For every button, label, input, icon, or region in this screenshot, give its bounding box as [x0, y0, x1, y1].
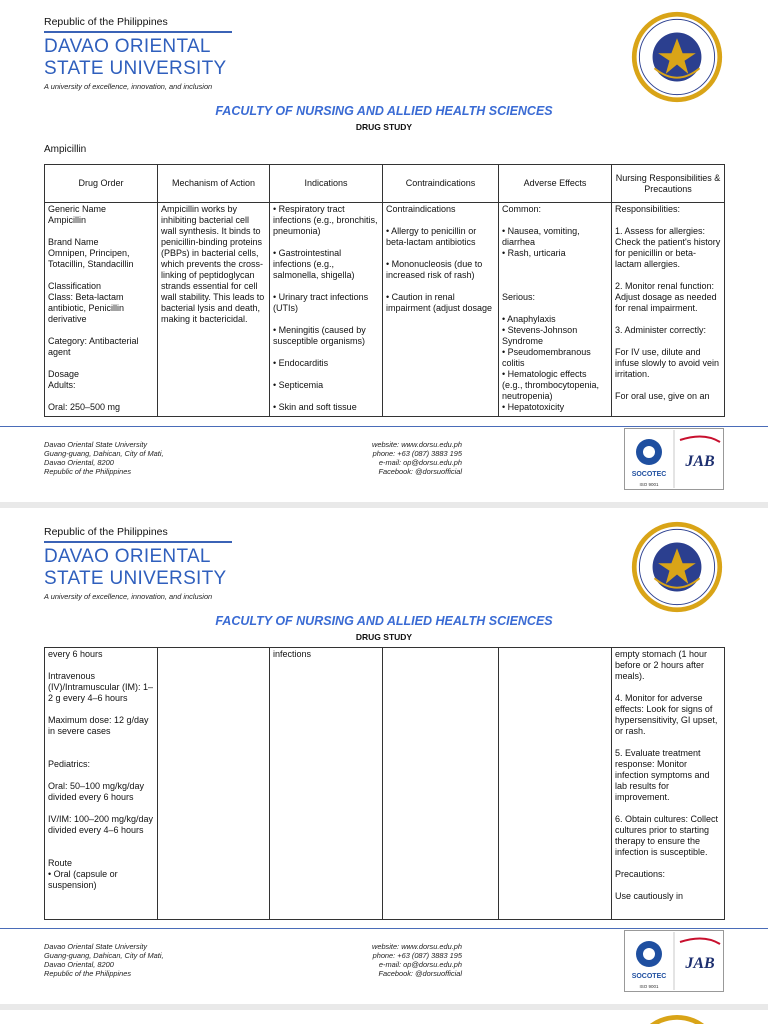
email-label: e-mail:	[378, 960, 402, 969]
footer-address	[44, 440, 164, 476]
email-line	[300, 458, 462, 467]
address-line: Davao Oriental State University	[44, 440, 148, 449]
column-header: Drug Order	[45, 165, 158, 203]
cert-jab: JAB	[685, 955, 715, 972]
footer-contacts	[300, 440, 462, 476]
footer-contacts	[300, 942, 462, 978]
address-line: Republic of the Philippines	[44, 467, 132, 476]
table-cell	[158, 648, 270, 920]
adverse-effects-text	[502, 649, 608, 918]
republic-label: Republic of the Philippines	[44, 526, 168, 538]
university-name-line1: DAVAO ORIENTAL	[44, 546, 211, 567]
page-separator	[0, 502, 768, 508]
university-name-line1: DAVAO ORIENTAL	[44, 36, 211, 57]
drug-study-table	[44, 164, 725, 417]
column-header: Contraindications	[383, 165, 499, 203]
table-cell	[499, 203, 612, 417]
column-header: Adverse Effects	[499, 165, 612, 203]
facebook-link[interactable]: @dorsuofficial	[415, 467, 462, 476]
address-line: Guang-guang, Dahican, City of Mati,	[44, 951, 164, 960]
adverse-effects-text: Common: • Nausea, vomiting, diarrhea • Rash, urticaria Serious: • Anaphylaxis • Stevens-Johnson Syndrome • Pseudomembranous colitis • Hematologic effects (e.g., thrombocytopenia, neutropenia) • Hepatotoxicity	[502, 204, 600, 412]
table-cell	[499, 648, 612, 920]
table-cell	[45, 648, 158, 920]
contraindications-text: Contraindications • Allergy to penicillin or beta-lactam antibiotics • Mononucleosis (due to increased risk of rash) • Caution in renal impairment (adjust dosage	[386, 204, 493, 313]
tagline: A university of excellence, innovation, and inclusion	[44, 82, 213, 91]
table-cell	[612, 648, 725, 920]
certification-logo-icon	[624, 930, 724, 992]
cert-jab: JAB	[685, 453, 715, 470]
website-line	[300, 942, 462, 951]
website-link[interactable]: www.dorsu.edu.ph	[401, 942, 462, 951]
nursing-text: Responsibilities: 1. Assess for allergies: Check the patient's history for penicillin or beta-lactam allergies. 2. Monitor renal function: Adjust dosage as needed for renal impairment. 3. Administer correctly: For IV use, dilute and infuse slowly to avoid vein irritation. For oral use, give on an	[615, 204, 721, 401]
facebook-link[interactable]: @dorsuofficial	[415, 969, 462, 978]
university-seal-icon	[630, 520, 724, 614]
table-cell	[45, 203, 158, 417]
certification-logo-icon	[624, 428, 724, 490]
facebook-line	[300, 467, 462, 476]
nursing-text: empty stomach (1 hour before or 2 hours after meals). 4. Monitor for adverse effects: Look for signs of hypersensitivity, GI upset, or rash. 5. Evaluate treatment response: Monitor infection symptoms and lab results for improvement. 6. Obtain cultures: Collect cultures prior to starting therapy to ensure the infection is susceptible. Precautions: Use cautiously in	[615, 649, 719, 901]
footer-rule	[0, 426, 768, 427]
table-cell	[270, 203, 383, 417]
document-title: DRUG STUDY	[355, 122, 413, 132]
facebook-label: Facebook:	[378, 467, 413, 476]
table-cell	[270, 648, 383, 920]
column-header: Indications	[270, 165, 383, 203]
phone-value: +63 (087) 3883 195	[397, 951, 462, 960]
table-cell	[383, 648, 499, 920]
website-line	[300, 440, 462, 449]
page-separator	[0, 1004, 768, 1010]
email-link[interactable]: op@dorsu.edu.ph	[403, 960, 462, 969]
indications-text: • Respiratory tract infections (e.g., bronchitis, pneumonia) • Gastrointestinal infections (e.g., salmonella, shigella) • Urinary tract infections (UTIs) • Meningitis (caused by susceptible organisms) • Endocarditis • Septicemia • Skin and soft tissue	[273, 204, 378, 412]
address-line: Davao Oriental State University	[44, 942, 148, 951]
republic-label: Republic of the Philippines	[44, 16, 168, 28]
university-seal-icon	[630, 1015, 724, 1024]
header-rule	[44, 31, 232, 33]
drug-order-text: Generic Name Ampicillin Brand Name Omnipen, Principen, Totacillin, Standacillin Classification Class: Beta-lactam antibiotic, Penicillin derivative Category: Antibacterial agent Dosage Adults: Oral: 250–500 mg	[48, 204, 139, 412]
document-page-2	[0, 510, 768, 1015]
footer-address	[44, 942, 164, 978]
address-line: Davao Oriental, 8200	[44, 458, 114, 467]
table-cell	[383, 203, 499, 417]
mechanism-text: Ampicillin works by inhibiting bacterial cell wall synthesis. It binds to penicillin-binding proteins (PBPs) in bacterial cells, which prevents the cross-linking of peptidoglycan strands essential for cell wall stability. This leads to bacterial lysis and death, making it bactericidal.	[161, 204, 265, 324]
facebook-line	[300, 969, 462, 978]
faculty-title: FACULTY OF NURSING AND ALLIED HEALTH SCIENCES	[215, 104, 553, 118]
footer-rule	[0, 928, 768, 929]
address-line: Republic of the Philippines	[44, 969, 132, 978]
drug-name: Ampicillin	[44, 144, 87, 155]
website-label: website:	[372, 942, 400, 951]
table-header-row	[45, 165, 725, 203]
document-page-3-partial	[0, 1015, 768, 1024]
header-rule	[44, 541, 232, 543]
drug-order-text: every 6 hours Intravenous (IV)/Intramuscular (IM): 1–2 g every 4–6 hours Maximum dose: 12 g/day in severe cases Pediatrics: Oral: 50–100 mg/kg/day divided every 6 hours IV/IM: 100–200 mg/kg/day divided every 4–6 hours Route • Oral (capsule or suspension)	[48, 649, 154, 890]
table-cell	[612, 203, 725, 417]
website-label: website:	[372, 440, 400, 449]
university-name-line2: STATE UNIVERSITY	[44, 58, 227, 79]
email-label: e-mail:	[378, 458, 402, 467]
table-cell	[158, 203, 270, 417]
table-row	[45, 203, 725, 417]
email-link[interactable]: op@dorsu.edu.ph	[403, 458, 462, 467]
cert-brand: SOCOTEC	[631, 973, 667, 980]
column-header: Nursing Responsibilities & Precautions	[612, 165, 725, 203]
document-title: DRUG STUDY	[355, 632, 413, 642]
email-line	[300, 960, 462, 969]
phone-line	[300, 449, 462, 458]
university-seal-icon	[630, 10, 724, 104]
university-name	[44, 546, 227, 590]
drug-study-table-continued	[44, 647, 725, 920]
column-header: Mechanism of Action	[158, 165, 270, 203]
cert-iso: ISO 9001	[639, 984, 659, 989]
phone-label: phone:	[372, 449, 396, 458]
phone-label: phone:	[372, 951, 396, 960]
document-page-1	[0, 0, 768, 500]
faculty-title: FACULTY OF NURSING AND ALLIED HEALTH SCIENCES	[215, 614, 553, 628]
phone-value: +63 (087) 3883 195	[397, 449, 462, 458]
cert-iso: ISO 9001	[639, 482, 659, 487]
contraindications-text	[386, 649, 495, 918]
university-name	[44, 36, 227, 80]
table-row	[45, 648, 725, 920]
address-line: Guang-guang, Dahican, City of Mati,	[44, 449, 164, 458]
website-link[interactable]: www.dorsu.edu.ph	[401, 440, 462, 449]
phone-line	[300, 951, 462, 960]
mechanism-text	[161, 649, 266, 918]
university-name-line2: STATE UNIVERSITY	[44, 568, 227, 589]
address-line: Davao Oriental, 8200	[44, 960, 114, 969]
cert-brand: SOCOTEC	[631, 471, 667, 478]
tagline: A university of excellence, innovation, and inclusion	[44, 592, 213, 601]
indications-text: infections	[273, 649, 312, 659]
facebook-label: Facebook:	[378, 969, 413, 978]
